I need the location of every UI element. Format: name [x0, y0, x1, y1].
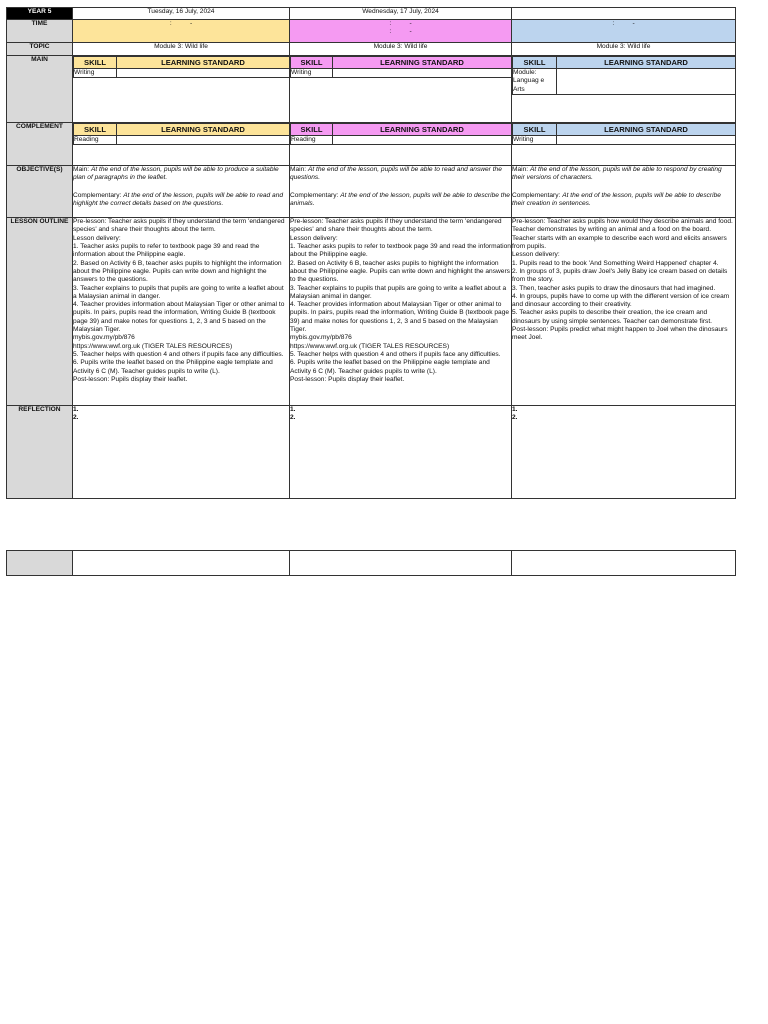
- topic-day-2: Module 3: Wild life: [290, 43, 512, 56]
- main-row: [7, 56, 736, 123]
- footer-cell-3: [512, 551, 736, 576]
- outline-line: 4. In groups, pupils have to come up with the different version of ice cream and dinosaur according to their creativity.: [512, 292, 730, 309]
- main-skill: Writing: [291, 69, 333, 78]
- outline-line: mybis.gov.my/pb/876: [290, 334, 352, 342]
- skill-table: [512, 56, 735, 95]
- main-learning-standard: [117, 69, 290, 78]
- topic-day-3: Module 3: Wild life: [512, 43, 736, 56]
- date-day-3: [512, 8, 736, 20]
- outline-line: 4. Teacher provides information about Malaysian Tiger or other animal to pupils. In pairs, pupils read the information, Writing Guide B (textbook page 39) and make notes for questions 1, 2, 3 and 5 based on the Malaysian Tiger.: [73, 301, 285, 334]
- reflection-label: REFLECTION: [7, 406, 73, 499]
- footer-table: [6, 550, 736, 576]
- objectives-day-2: [290, 166, 512, 218]
- learning-standard-header: LEARNING STANDARD: [117, 57, 290, 69]
- objective-main: At the end of the lesson, pupils will be able to respond by creating their versions of characters.: [512, 166, 722, 182]
- reflection-item: 1.: [512, 406, 518, 414]
- skill-header: SKILL: [513, 57, 557, 69]
- main-label: MAIN: [7, 56, 73, 123]
- objective-complementary: At the end of the lesson, pupils will be able to read and highlight the correct details based on the questions.: [73, 191, 284, 207]
- time-day-2: [290, 20, 512, 43]
- outline-line: Post-lesson: Pupils display their leaflet.: [290, 375, 405, 383]
- outline-line: 5. Teacher helps with question 4 and others if pupils face any difficulties.: [73, 350, 284, 358]
- reflection-item: 2.: [512, 414, 518, 422]
- skill-header: SKILL: [291, 124, 333, 136]
- outline-line: 2. In groups of 3, pupils draw Joel's Jelly Baby ice cream based on details from the story.: [512, 267, 728, 284]
- outline-line: 3. Teacher explains to pupils that pupils are going to write a leaflet about a Malaysian animal in danger.: [290, 284, 507, 300]
- year-label: YEAR 5: [7, 8, 73, 20]
- outline-line: https://www.wwf.org.uk (TIGER TALES RESOURCES): [290, 342, 450, 350]
- objective-main-prefix: Main:: [512, 166, 530, 173]
- outline-line: 3. Teacher explains to pupils that pupils are going to write a leaflet about a Malaysian animal in danger.: [73, 284, 284, 300]
- objective-main: At the end of the lesson, pupils will be able to read and answer the questions.: [290, 166, 502, 182]
- outline-line: Lesson delivery:: [290, 234, 338, 242]
- complement-day-3: [512, 123, 736, 166]
- reflection-day-2[interactable]: [290, 406, 512, 499]
- skill-header: SKILL: [513, 124, 557, 136]
- outline-line: 6. Pupils write the leaflet based on the Philippine eagle template and Activity 6 C (M). Teacher guides pupils to write (L).: [290, 359, 490, 375]
- time-label: TIME: [7, 20, 73, 43]
- objectives-row: [7, 166, 736, 218]
- outline-line: Post-lesson: Pupils predict what might happen to Joel when the dinosaurs meet Joel.: [512, 326, 728, 342]
- topic-day-1: Module 3: Wild life: [73, 43, 290, 56]
- outline-line: 5. Teacher asks pupils to describe their creation, the ice cream and dinosaurs by using simple sentences. Teacher can demonstrate first.: [512, 309, 712, 325]
- learning-standard-header: LEARNING STANDARD: [557, 57, 736, 69]
- lesson-outline-label: LESSON OUTLINE: [7, 218, 73, 406]
- outline-line: 2. Based on Activity 6 B, teacher asks pupils to highlight the information about the Philippine eagle. Pupils can write down and highlight the answers to the questions.: [73, 259, 282, 284]
- complement-skill: Reading: [291, 136, 333, 145]
- outline-day-1: [73, 218, 290, 406]
- objectives-day-1: [73, 166, 290, 218]
- skill-table: [73, 56, 289, 78]
- outline-day-2: [290, 218, 512, 406]
- complement-skill: Writing: [513, 136, 557, 145]
- time-value: : -: [389, 28, 412, 36]
- complement-skill: Reading: [74, 136, 117, 145]
- complement-row: [7, 123, 736, 166]
- outline-line: 4. Teacher provides information about Malaysian Tiger or other animal to pupils. In pairs, pupils read the information, Writing Guide B (textbook page 39) and make notes for questions 1, 2, 3 and 5 based on the Malaysian Tiger.: [290, 301, 510, 334]
- outline-line: 1. Teacher asks pupils to refer to textbook page 39 and read the information about the Philippine eagle.: [290, 243, 511, 259]
- skill-table: [512, 123, 735, 145]
- time-day-1: [73, 20, 290, 43]
- objective-main: At the end of the lesson, pupils will be able to produce a suitable plan of paragraphs in the leaflet.: [73, 166, 279, 182]
- main-skill: Module: Languag e Arts: [513, 69, 557, 95]
- footer-label-cell: [7, 551, 73, 576]
- outline-line: 2. Based on Activity 6 B, teacher asks pupils to highlight the information about the Philippine eagle. Pupils can write down and highlight the answers to the questions.: [290, 259, 510, 284]
- objective-comp-prefix: Complementary:: [73, 191, 124, 199]
- reflection-item: 1.: [73, 406, 79, 414]
- skill-table: [290, 56, 511, 78]
- objectives-label: OBJECTIVE(S): [7, 166, 73, 218]
- main-skill: Writing: [74, 69, 117, 78]
- objective-main-prefix: Main:: [73, 166, 91, 173]
- outline-line: Post-lesson: Pupils display their leaflet.: [73, 375, 188, 383]
- outline-day-3: [512, 218, 736, 406]
- main-day-1: [73, 56, 290, 123]
- outline-line: https://www.wwf.org.uk (TIGER TALES RESOURCES): [73, 342, 233, 350]
- outline-line: 1. Teacher asks pupils to refer to textbook page 39 and read the information about the Philippine eagle.: [73, 243, 260, 259]
- outline-line: Pre-lesson: Teacher asks pupils if they understand the term 'endangered species' and share their thoughts about the term.: [290, 218, 502, 234]
- topic-row: [7, 43, 736, 56]
- objective-main-prefix: Main:: [290, 166, 308, 173]
- footer-cell-1: [73, 551, 290, 576]
- time-value: : -: [612, 20, 635, 27]
- lesson-outline-row: [7, 218, 736, 406]
- time-value: : -: [389, 20, 412, 27]
- footer-cell-2: [290, 551, 512, 576]
- date-day-1: Tuesday, 16 July, 2024: [73, 8, 290, 20]
- time-row: [7, 20, 736, 43]
- outline-line: Pre-lesson: Teacher asks pupils if they understand the term 'endangered species' and share their thoughts about the term.: [73, 218, 285, 234]
- date-row: [7, 8, 736, 20]
- main-day-2: [290, 56, 512, 123]
- learning-standard-header: LEARNING STANDARD: [117, 124, 290, 136]
- outline-line: Lesson delivery:: [512, 251, 560, 259]
- objectives-day-3: [512, 166, 736, 218]
- lesson-plan-table: [6, 7, 736, 499]
- objective-complementary: At the end of the lesson, pupils will be able to describe the animals.: [290, 191, 510, 207]
- skill-header: SKILL: [291, 57, 333, 69]
- topic-label: TOPIC: [7, 43, 73, 56]
- main-learning-standard: [557, 69, 736, 95]
- reflection-item: 1.: [290, 406, 296, 414]
- outline-line: 1. Pupils read to the book 'And Something Weird Happened' chapter 4.: [512, 259, 719, 267]
- complement-label: COMPLEMENT: [7, 123, 73, 166]
- outline-line: 3. Then, teacher asks pupils to draw the dinosaurs that had imagined.: [512, 284, 716, 292]
- reflection-row: [7, 406, 736, 499]
- learning-standard-header: LEARNING STANDARD: [333, 57, 512, 69]
- complement-learning-standard: [117, 136, 290, 145]
- main-learning-standard: [333, 69, 512, 78]
- objective-complementary: At the end of the lesson, pupils will be able to describe their creation in sentences.: [512, 191, 721, 207]
- outline-line: 6. Pupils write the leaflet based on the Philippine eagle template and Activity 6 C (M). Teacher guides pupils to write (L).: [73, 359, 273, 375]
- skill-header: SKILL: [74, 124, 117, 136]
- objective-comp-prefix: Complementary:: [512, 191, 563, 199]
- skill-table: [73, 123, 289, 145]
- complement-day-1: [73, 123, 290, 166]
- skill-header: SKILL: [74, 57, 117, 69]
- complement-learning-standard: [557, 136, 736, 145]
- outline-line: 5. Teacher helps with question 4 and others if pupils face any difficulties.: [290, 350, 501, 358]
- complement-day-2: [290, 123, 512, 166]
- learning-standard-header: LEARNING STANDARD: [557, 124, 736, 136]
- reflection-day-3[interactable]: [512, 406, 736, 499]
- main-day-3: [512, 56, 736, 123]
- reflection-item: 2.: [290, 414, 296, 422]
- objective-comp-prefix: Complementary:: [290, 191, 341, 199]
- date-day-2: Wednesday, 17 July, 2024: [290, 8, 512, 20]
- learning-standard-header: LEARNING STANDARD: [333, 124, 512, 136]
- time-value: : -: [169, 20, 193, 27]
- reflection-day-1[interactable]: [73, 406, 290, 499]
- outline-line: Lesson delivery:: [73, 234, 121, 242]
- skill-table: [290, 123, 511, 145]
- footer-row: [7, 551, 736, 576]
- outline-line: Pre-lesson: Teacher asks pupils how would they describe animals and food. Teacher demonstrates by writing an animal and a food on the board. Teacher starts with an example to describe each word and elicits answers from pupils.: [512, 218, 733, 251]
- outline-line: mybis.gov.my/pb/876: [73, 334, 135, 342]
- complement-learning-standard: [333, 136, 512, 145]
- time-day-3: [512, 20, 736, 43]
- reflection-item: 2.: [73, 414, 79, 422]
